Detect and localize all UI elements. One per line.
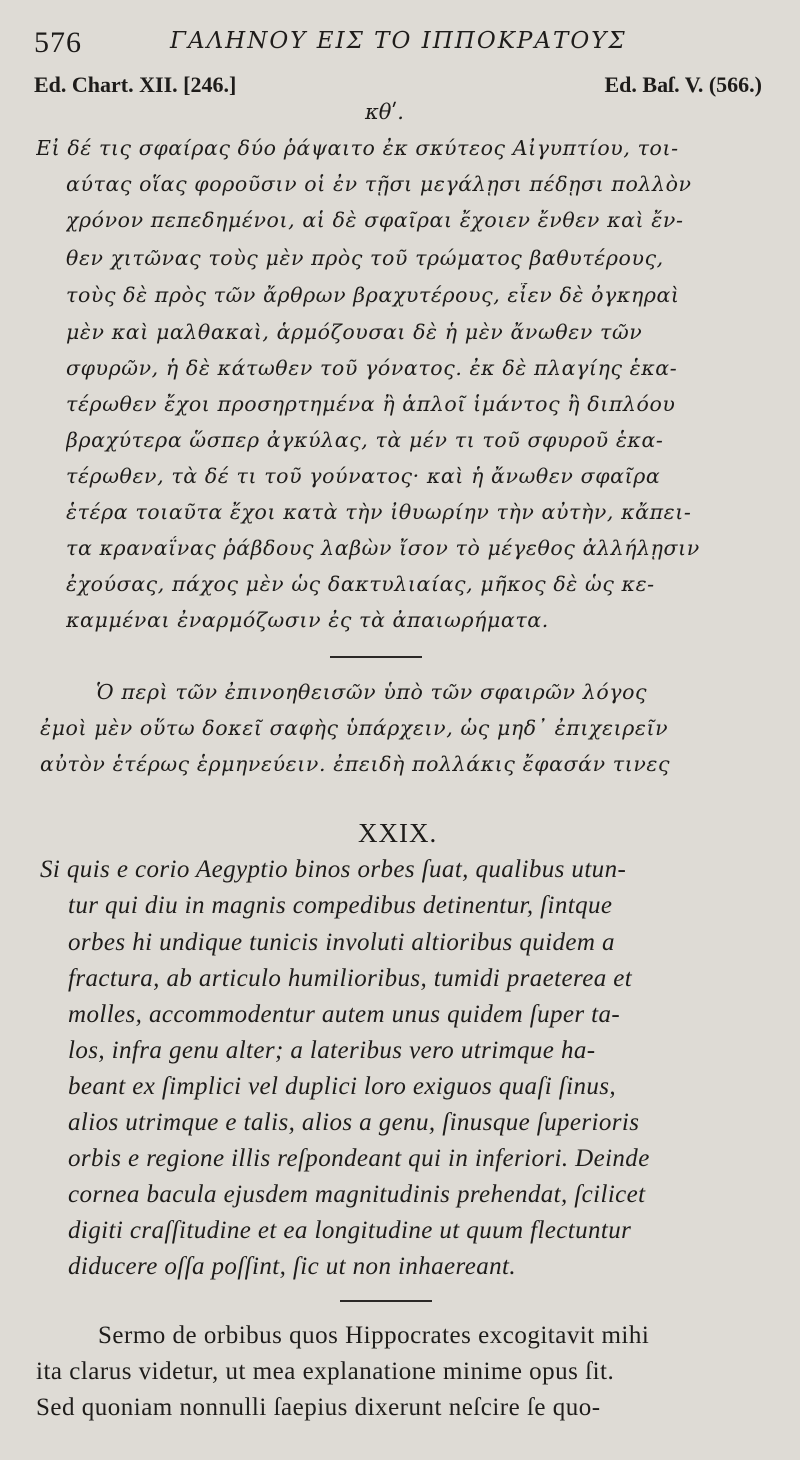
text-line: αὐτὸν ἑτέρως ἑρμηνεύειν. ἐπειδὴ πολλάκις ἔφασάν τινες — [40, 752, 671, 776]
page-header — [34, 26, 768, 66]
text-line: αύτας οἵας φοροῦσιν οἱ ἐν τῇσι μεγάλῃσι πέδῃσι πολλὸν — [66, 172, 692, 196]
text-line: ἑτέρα τοιαῦτα ἔχοι κατὰ τὴν ἰθυωρίην τὴν αὐτὴν, κἄπει- — [66, 500, 692, 524]
section-divider — [330, 656, 422, 658]
text-line: Ὁ περὶ τῶν ἐπινοηθεισῶν ὑπὸ τῶν σφαιρῶν λόγος — [96, 680, 648, 704]
text-line: Sermo de orbibus quos Hippocrates excogitavit mihi — [98, 1322, 650, 1349]
text-line: orbis e regione illis reſpondeant qui in inferiori. Deinde — [68, 1145, 650, 1172]
text-line: molles, accommodentur autem unus quidem ſuper ta- — [68, 1001, 621, 1028]
text-line: digiti craſſitudine et ea longitudine ut quum flectuntur — [68, 1217, 632, 1244]
text-line: alios utrimque e talis, alios a genu, ſinusque ſuperioris — [68, 1109, 640, 1136]
text-line: καμμέναι ἐναρμόζωσιν ἐς τὰ ἀπαιωρήματα. — [66, 608, 549, 632]
text-line: Εἰ δέ τις σφαίρας δύο ῥάψαιτο ἐκ σκύτεος Αἰγυπτίου, τοι- — [36, 136, 679, 160]
text-line: tur qui diu in magnis compedibus detinentur, ſintque — [68, 892, 613, 919]
page-number: 576 — [34, 26, 82, 59]
text-line: μὲν καὶ μαλθακαὶ, ἁρμόζουσαι δὲ ἡ μὲν ἄνωθεν τῶν — [66, 320, 643, 344]
text-line: orbes hi undique tunicis involuti altioribus quidem a — [68, 929, 615, 956]
edition-reference-right: Ed. Baſ. V. (566.) — [604, 72, 762, 97]
text-line: Sed quoniam nonnulli ſaepius dixerunt neſcire ſe quo- — [36, 1394, 601, 1421]
text-line: τοὺς δὲ πρὸς τῶν ἄρθρων βραχυτέρους, εἶεν δὲ ὀγκηραὶ — [66, 283, 680, 307]
text-line: θεν χιτῶνας τοὺς μὲν πρὸς τοῦ τρώματος βαθυτέρους, — [66, 246, 664, 270]
text-line: beant ex ſimplici vel duplici loro exiguos quaſi ſinus, — [68, 1073, 617, 1100]
edition-reference-left: Ed. Chart. XII. [246.] — [34, 72, 237, 97]
text-line: τέρωθεν, τὰ δέ τι τοῦ γούνατος· καὶ ἡ ἄνωθεν σφαῖρα — [66, 464, 661, 488]
text-line: cornea bacula ejusdem magnitudinis prehendat, ſcilicet — [68, 1181, 646, 1208]
text-line: τα κραναΐνας ῥάβδους λαβὼν ἴσον τὸ μέγεθος ἀλλήλῃσιν — [66, 536, 700, 560]
text-line: diducere oſſa poſſint, ſic ut non inhaereant. — [68, 1253, 517, 1280]
running-title: ΓΑΛΗΝΟΥ ΕΙΣ ΤΟ ΙΠΠΟΚΡΑΤΟΥΣ — [170, 28, 627, 54]
text-line: ἐχούσας, πάχος μὲν ὡς δακτυλιαίας, μῆκος δὲ ὡς κε- — [66, 572, 655, 596]
greek-section-number: κθʹ. — [365, 100, 404, 124]
text-line: los, infra genu alter; a lateribus vero utrimque ha- — [68, 1037, 596, 1064]
text-line: Si quis e corio Aegyptio binos orbes ſuat, qualibus utun- — [40, 856, 627, 883]
text-line: τέρωθεν ἔχοι προσηρτημένα ἢ ἁπλοῖ ἱμάντος ἢ διπλόου — [66, 392, 676, 416]
text-line: βραχύτερα ὥσπερ ἀγκύλας, τὰ μέν τι τοῦ σφυροῦ ἑκα- — [66, 428, 664, 452]
section-divider — [340, 1300, 432, 1302]
text-line: ita clarus videtur, ut mea explanatione minime opus ſit. — [36, 1358, 615, 1385]
text-line: χρόνον πεπεδημένοι, αἱ δὲ σφαῖραι ἔχοιεν ἔνθεν καὶ ἔν- — [66, 208, 684, 232]
text-line: σφυρῶν, ἡ δὲ κάτωθεν τοῦ γόνατος. ἐκ δὲ πλαγίης ἑκα- — [66, 356, 678, 380]
text-line: ἐμοὶ μὲν οὕτω δοκεῖ σαφὴς ὑπάρχειν, ὡς μηδ᾽ ἐπιχειρεῖν — [40, 716, 669, 740]
latin-section-number: XXIX. — [358, 818, 438, 848]
text-line: fractura, ab articulo humilioribus, tumidi praeterea et — [68, 965, 633, 992]
